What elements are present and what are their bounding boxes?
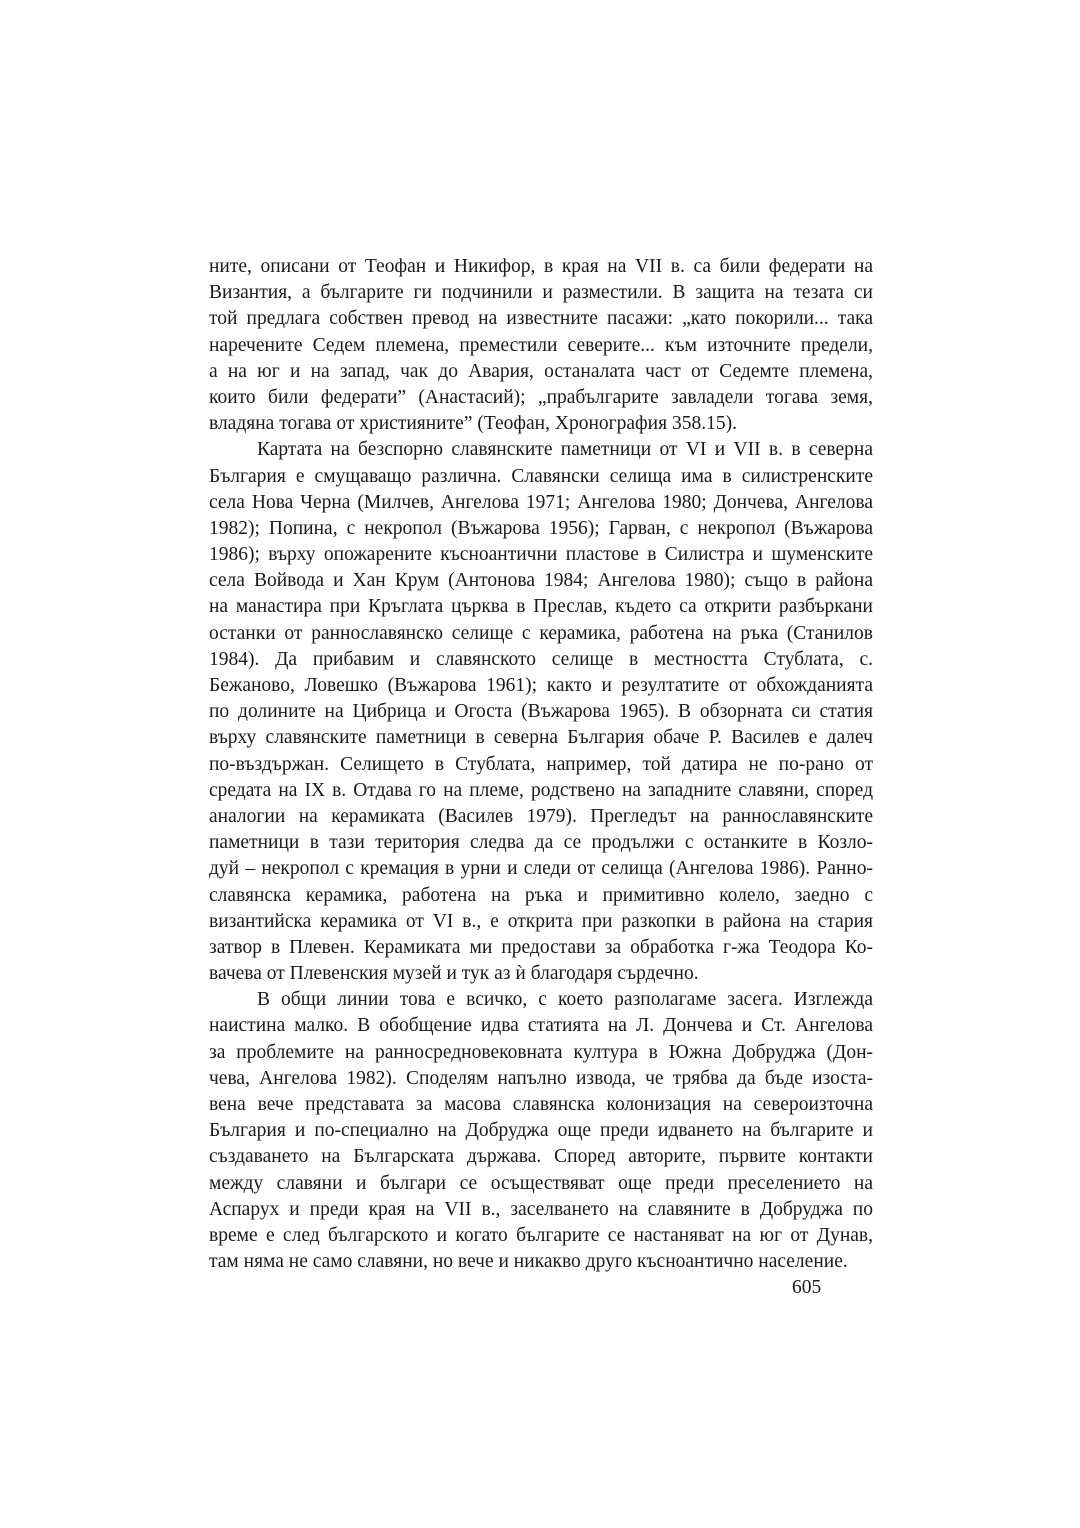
text-line: които били федерати” (Анастасий); „прабългарите завладели тогава земя, <box>209 386 873 408</box>
text-line: върху славянските паметници в северна България обаче Р. Василев е далеч <box>209 727 873 749</box>
text-line: там няма не само славяни, но вече и никакво друго късноантично население. <box>209 1251 848 1273</box>
text-line: той предлага собствен превод на известните пасажи: „като покорили... така <box>209 308 873 330</box>
text-line: села Войвода и Хан Крум (Антонова 1984; Ангелова 1980); също в района <box>209 570 873 592</box>
text-line: за проблемите на ранносредновековната култура в Южна Добруджа (Дон- <box>209 1041 873 1063</box>
text-line: по-въздържан. Селището в Стублата, например, той датира не по-рано от <box>209 753 873 775</box>
text-line: славянска керамика, работена на ръка и примитивно колело, заедно с <box>209 884 873 906</box>
text-line: Аспарух и преди края на VII в., заселването на славяните в Добруджа по <box>209 1198 873 1220</box>
text-line: а на юг и на запад, чак до Авария, останалата част от Седемте племена, <box>209 360 873 382</box>
text-line: вачева от Плевенския музей и тук аз ѝ благодаря сърдечно. <box>209 963 699 985</box>
text-line: ните, описани от Теофан и Никифор, в края на VII в. са били федерати на <box>209 256 873 277</box>
text-line: на манастира при Кръглата църква в Преслав, където са открити разбъркани <box>209 596 873 618</box>
paragraph <box>209 987 873 1275</box>
text-line: България и по-специално на Добруджа още преди идването на българите и <box>209 1120 873 1142</box>
text-line: византийска керамика от VI в., е открита при разкопки в района на стария <box>209 910 873 932</box>
text-line: Бежаново, Ловешко (Въжарова 1961); както и резултатите от обхожданията <box>209 675 873 696</box>
text-line: 1986); върху опожарените късноантични пластове в Силистра и шуменските <box>209 544 873 566</box>
text-line: 1982); Попина, с некропол (Въжарова 1956); Гарван, с некропол (Въжарова <box>209 517 873 539</box>
text-line: Картата на безспорно славянските паметници от VI и VII в. в северна <box>257 439 873 461</box>
text-line: владяна тогава от християните” (Теофан, Хронография 358.15). <box>209 413 737 435</box>
paragraph <box>209 254 873 437</box>
text-line: паметници в тази територия следва да се продължи с останките в Козло- <box>209 832 873 854</box>
page-number: 605 <box>792 1277 822 1298</box>
text-line: вена вече представата за масова славянска колонизация на североизточна <box>209 1094 873 1115</box>
text-line: между славяни и българи се осъществяват още преди преселението на <box>209 1172 873 1194</box>
text-line: по долините на Цибрица и Огоста (Въжарова 1965). В обзорната си статия <box>209 701 873 723</box>
text-line: села Нова Черна (Милчев, Ангелова 1971; Ангелова 1980; Дончева, Ангелова <box>209 491 873 513</box>
text-line: В общи линии това е всичко, с което разполагаме засега. Изглежда <box>257 989 873 1011</box>
text-line: дуй – некропол с кремация в урни и следи от селища (Ангелова 1986). Ранно- <box>209 858 873 880</box>
text-line: време е след българското и когато българите се настаняват на юг от Дунав, <box>209 1224 873 1246</box>
text-line: Византия, а българите ги подчинили и разместили. В защита на тезата си <box>209 282 873 304</box>
body-text <box>209 254 873 1275</box>
text-line: затвор в Плевен. Керамиката ми предостави за обработка г-жа Теодора Ко- <box>209 936 873 958</box>
text-line: България е смущаващо различна. Славянски селища има в силистренските <box>209 465 873 487</box>
text-line: наречените Седем племена, преместили северите... към източните предели, <box>209 334 873 356</box>
text-line: аналогии на керамиката (Василев 1979). Прегледът на раннославянските <box>209 805 873 827</box>
text-line: 1984). Да прибавим и славянското селище в местността Стублата, с. <box>209 648 873 670</box>
text-line: наистина малко. В обобщение идва статията на Л. Дончева и Ст. Ангелова <box>209 1015 873 1037</box>
text-line: средата на IX в. Отдава го на племе, родствено на западните славяни, според <box>209 779 873 801</box>
paragraph <box>209 437 873 987</box>
text-line: останки от раннославянско селище с керамика, работена на ръка (Станилов <box>209 622 873 644</box>
text-line: създаването на Българската държава. Според авторите, първите контакти <box>209 1146 873 1168</box>
text-line: чева, Ангелова 1982). Споделям напълно извода, че трябва да бъде изоста- <box>209 1067 873 1089</box>
